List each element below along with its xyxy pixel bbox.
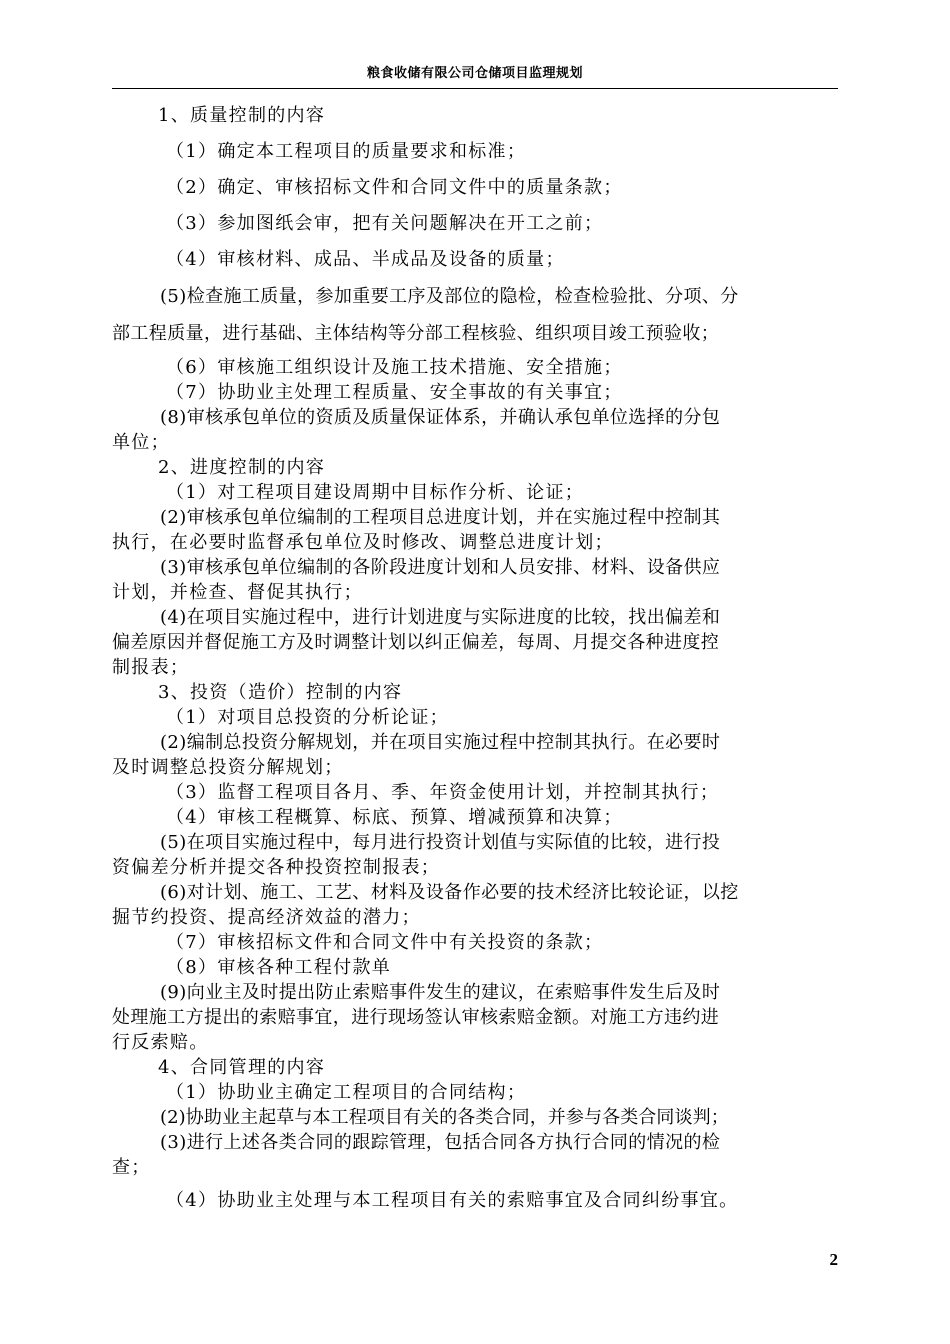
page-number: 2 [829, 1250, 838, 1269]
section-heading-quality: 1、质量控制的内容 [158, 105, 326, 126]
section-heading-contract: 4、合同管理的内容 [158, 1057, 326, 1078]
paragraph-line: （4）审核工程概算、标底、预算、增减预算和决算； [166, 807, 623, 828]
paragraph-line: （1）协助业主确定工程项目的合同结构； [166, 1082, 527, 1103]
paragraph-line: 部工程质量，进行基础、主体结构等分部工程核验、组织项目竣工预验收； [112, 323, 720, 344]
paragraph-line: （3）参加图纸会审，把有关问题解决在开工之前； [166, 213, 604, 234]
paragraph-line: （1）确定本工程项目的质量要求和标准； [166, 141, 527, 162]
paragraph-line: (2)审核承包单位编制的工程项目总进度计划，并在实施过程中控制其 [160, 507, 721, 528]
paragraph-line: 行反索赔。 [112, 1032, 209, 1053]
paragraph-line: （1）对项目总投资的分析论证； [166, 707, 449, 728]
paragraph-line: (9)向业主及时提出防止索赔事件发生的建议，在索赔事件发生后及时 [160, 982, 721, 1003]
paragraph-line: (2)编制总投资分解规划，并在项目实施过程中控制其执行。在必要时 [160, 732, 721, 753]
paragraph-line: （7）协助业主处理工程质量、安全事故的有关事宜； [166, 382, 623, 403]
header-divider [112, 88, 838, 89]
section-heading-investment: 3、投资（造价）控制的内容 [158, 682, 403, 703]
paragraph-line: (5)检查施工质量，参加重要工序及部位的隐检，检查检验批、分项、分 [160, 286, 739, 307]
paragraph-line: （2）确定、审核招标文件和合同文件中的质量条款； [166, 177, 623, 198]
page-header-title: 粮食收储有限公司仓储项目监理规划 [366, 66, 583, 81]
paragraph-line: (6)对计划、施工、工艺、材料及设备作必要的技术经济比较论证，以挖 [160, 882, 739, 903]
paragraph-line: 偏差原因并督促施工方及时调整计划以纠正偏差，每周、月提交各种进度控 [112, 632, 720, 653]
paragraph-line: (8)审核承包单位的资质及质量保证体系，并确认承包单位选择的分包 [160, 407, 721, 428]
paragraph-line: （3）监督工程项目各月、季、年资金使用计划，并控制其执行； [166, 782, 720, 803]
paragraph-line: 资偏差分析并提交各种投资控制报表； [112, 857, 441, 878]
paragraph-line: 及时调整总投资分解规划； [112, 757, 344, 778]
paragraph-line: (5)在项目实施过程中，每月进行投资计划值与实际值的比较，进行投 [160, 832, 721, 853]
paragraph-line: （7）审核招标文件和合同文件中有关投资的条款； [166, 932, 604, 953]
paragraph-line: 制报表； [112, 657, 190, 678]
paragraph-line: （4）审核材料、成品、半成品及设备的质量； [166, 249, 565, 270]
section-heading-schedule: 2、进度控制的内容 [158, 457, 326, 478]
paragraph-line: （6）审核施工组织设计及施工技术措施、安全措施； [166, 357, 623, 378]
paragraph-line: (4)在项目实施过程中，进行计划进度与实际进度的比较，找出偏差和 [160, 607, 721, 628]
paragraph-line: (3)审核承包单位编制的各阶段进度计划和人员安排、材料、设备供应 [160, 557, 721, 578]
paragraph-line: （4）协助业主处理与本工程项目有关的索赔事宜及合同纠纷事宜。 [166, 1190, 739, 1211]
paragraph-line: 单位； [112, 432, 170, 453]
paragraph-line: 计划，并检查、督促其执行； [112, 582, 363, 603]
paragraph-line: (2)协助业主起草与本工程项目有关的各类合同，并参与各类合同谈判； [160, 1107, 729, 1128]
paragraph-line: 掘节约投资、提高经济效益的潜力； [112, 907, 421, 928]
paragraph-line: 处理施工方提出的索赔事宜，进行现场签认审核索赔金额。对施工方违约进 [112, 1007, 720, 1028]
paragraph-line: (3)进行上述各类合同的跟踪管理，包括合同各方执行合同的情况的检 [160, 1132, 721, 1153]
document-body [112, 103, 840, 1213]
paragraph-line: （8）审核各种工程付款单 [166, 957, 392, 978]
paragraph-line: （1）对工程项目建设周期中目标作分析、论证； [166, 482, 585, 503]
paragraph-line: 查； [112, 1157, 151, 1178]
paragraph-line: 执行，在必要时监督承包单位及时修改、调整总进度计划； [112, 532, 614, 553]
